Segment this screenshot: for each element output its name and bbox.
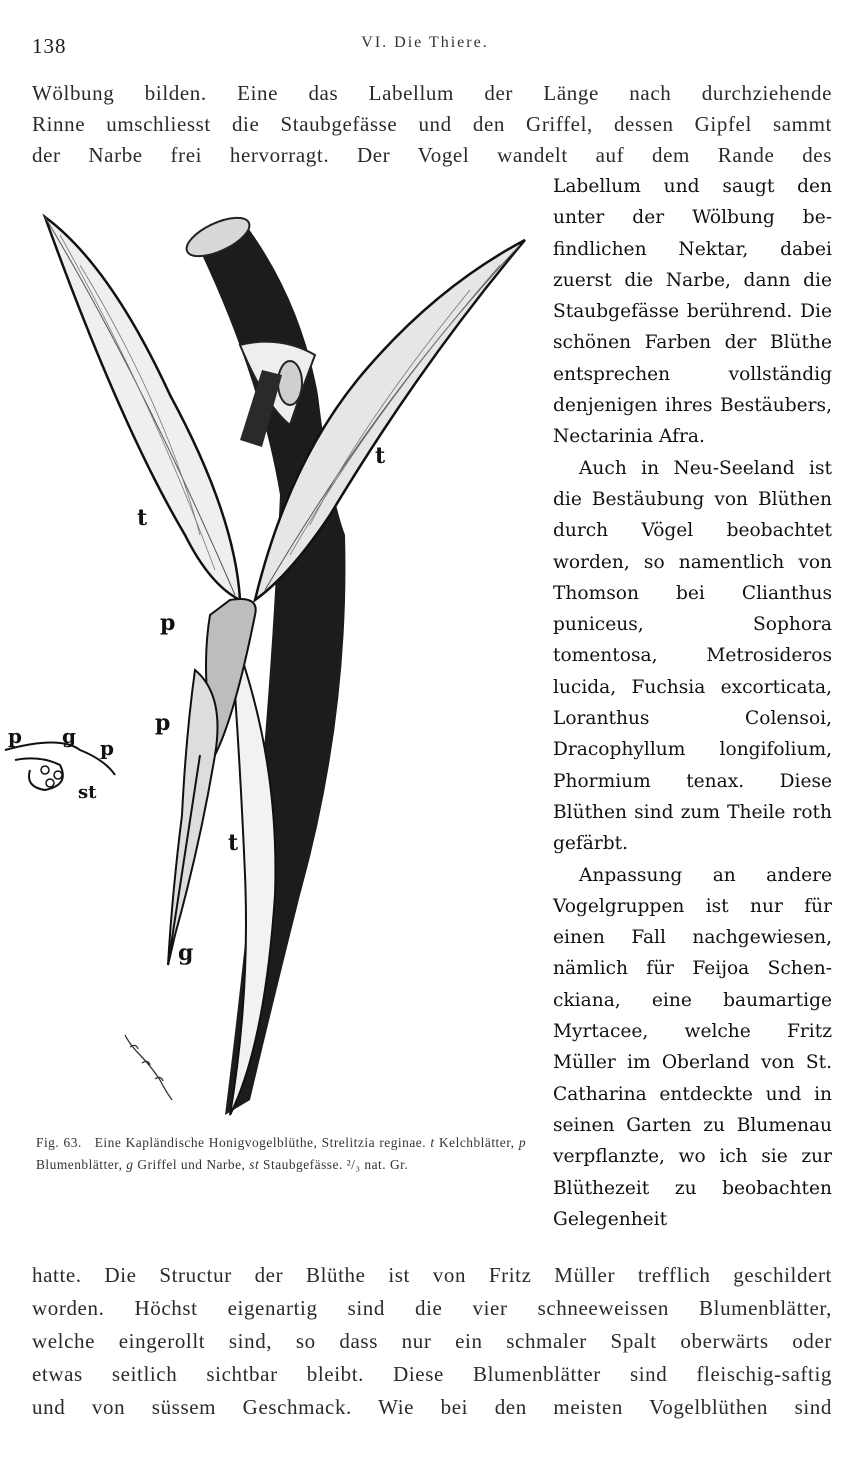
- figure-caption: [36, 1132, 526, 1176]
- caption-desc-g: Griffel und Narbe,: [137, 1157, 246, 1172]
- running-head: VI. Die Thiere.: [361, 34, 489, 51]
- artist-signature: [125, 1035, 172, 1100]
- body-line-5: worden. Höchst eigenartig sind die vier schneeweissen Blumenblätter,: [32, 1296, 832, 1320]
- caption-desc-st: Staubgefässe.: [263, 1157, 343, 1172]
- caption-key-t: t: [430, 1135, 435, 1150]
- caption-desc-p: Blumenblätter,: [36, 1157, 123, 1172]
- body-line-1: Wölbung bilden. Eine das Labellum der Länge nach durchziehende: [32, 81, 832, 105]
- label-inset-p-right: p: [100, 736, 114, 760]
- label-t-lower: t: [228, 830, 239, 856]
- label-inset-g: g: [62, 724, 76, 748]
- paragraph-neu-seeland: Auch in Neu-Seeland ist die Bestäubung von Blüthen durch Vögel beobachtet worden, so namentlich von Thomson bei Clianthus puniceus, Sophora tomentosa, Metrosideros lucida, Fuchsia excorticata, Loranthus Colensoi, Dracophyllum longifolium, Phormium tenax. Diese Blüthen sind zum Theile roth gefärbt.: [553, 457, 832, 855]
- inset-cross-section: [5, 743, 115, 791]
- caption-scale: ²/₃ nat. Gr.: [346, 1157, 409, 1172]
- body-line-7: etwas seitlich sichtbar bleibt. Diese Blumenblätter sind fleischig-saftig: [32, 1362, 832, 1386]
- label-inset-p-left: p: [8, 724, 22, 748]
- strelitzia-flower-figure: [0, 195, 545, 1135]
- label-inset-st: st: [78, 782, 97, 803]
- cut-branch: [278, 361, 302, 405]
- right-text-column: [553, 171, 832, 1235]
- label-p-upper: p: [160, 610, 176, 636]
- label-g: g: [178, 940, 194, 966]
- body-line-6: welche eingerollt sind, so dass nur ein schmaler Spalt oberwärts oder: [32, 1329, 832, 1353]
- label-p-lower: p: [155, 710, 171, 736]
- paragraph-strelitzia: Labellum und saugt den unter der Wölbung befindlichen Nektar, dabei zuerst die Narbe, dann die Staubgefässe berührend. Die schönen Farben der Blüthe entsprechen vollständig denjenigen ihres Bestäubers, Nectarinia Afra.: [553, 176, 832, 448]
- label-t-left: t: [137, 505, 148, 531]
- caption-key-st: st: [249, 1157, 260, 1172]
- caption-title: Eine Kapländische Honigvogelblüthe, Strelitzia reginae.: [94, 1135, 427, 1150]
- body-line-3: der Narbe frei hervorragt. Der Vogel wandelt auf dem Rande des: [32, 143, 832, 167]
- body-line-4: hatte. Die Structur der Blüthe ist von Fritz Müller trefflich geschildert: [32, 1263, 832, 1287]
- paragraph-feijoa: Anpassung an andere Vogelgruppen ist nur für einen Fall nachgewiesen, nämlich für Feijoa Schenckiana, eine baumartige Myrtacee, welche Fritz Müller im Oberland von St. Catharina entdeckte und in seinen Garten zu Blumenau verpflanzte, wo ich sie zur Blüthezeit zu beobachten Gelegenheit: [553, 864, 832, 1230]
- caption-key-p: p: [518, 1135, 527, 1150]
- figure-number: Fig. 63.: [36, 1135, 82, 1150]
- body-line-2: Rinne umschliesst die Staubgefässe und den Griffel, dessen Gipfel sammt: [32, 112, 832, 136]
- caption-desc-t: Kelchblätter,: [438, 1135, 515, 1150]
- label-t-right: t: [375, 443, 386, 469]
- body-line-8: und von süssem Geschmack. Wie bei den meisten Vogelblüthen sind: [32, 1395, 832, 1419]
- left-sepal: [45, 217, 240, 600]
- page-number: 138: [32, 34, 67, 58]
- caption-key-g: g: [126, 1157, 134, 1172]
